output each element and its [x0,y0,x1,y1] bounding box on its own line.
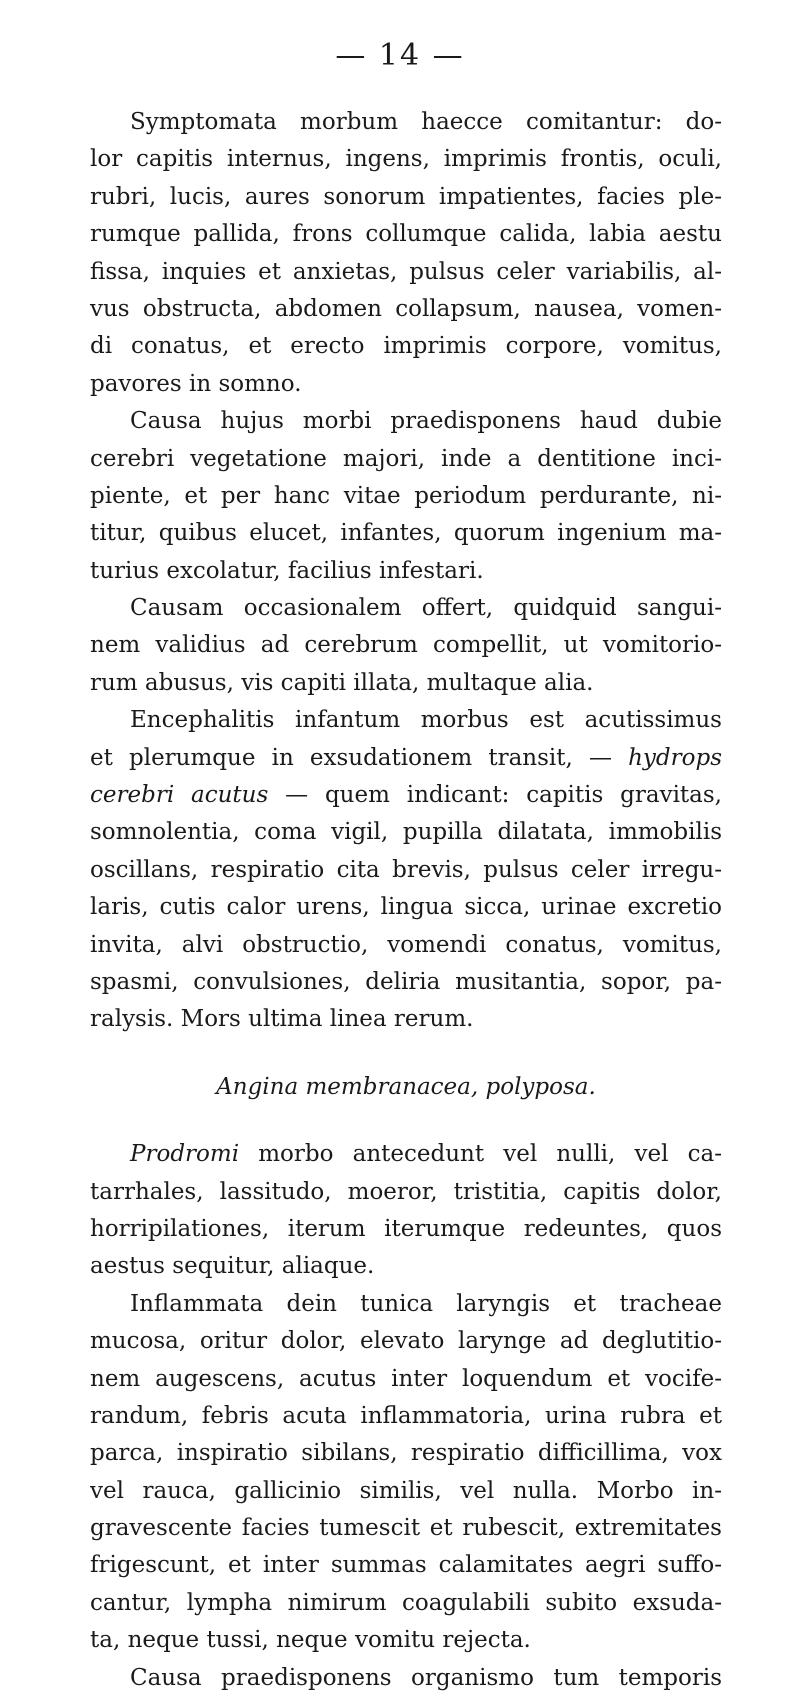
text-line: vel rauca, gallicinio similis, vel nulla. Morbo in- [90,1477,722,1504]
text-line: Inflammata dein tunica laryngis et tracheae [130,1290,722,1317]
body-text [90,104,722,1697]
text-line: rumque pallida, frons collumque calida, labia aestu [90,221,722,248]
text-line: cerebri vegetatione majori, inde a dentitione inci- [90,445,722,472]
text-line: cantur, lympha nimirum coagulabili subito exsuda- [90,1589,722,1616]
text-line: Symptomata morbum haecce comitantur: do- [130,109,722,135]
section-heading: Angina membranacea, polyposa. [216,1073,596,1100]
text-line: Causa hujus morbi praedisponens haud dubie [130,408,722,435]
text-line: rubri, lucis, aures sonorum impatientes, facies ple- [90,183,722,210]
text-line: tarrhales, lassitudo, moeror, tristitia, capitis dolor, [90,1178,722,1205]
text-line: piente, et per hanc vitae periodum perdurante, ni- [90,482,722,509]
text-line: Causa praedisponens organismo tum temporis [130,1664,722,1691]
text-line: oscillans, respiratio cita brevis, pulsus celer irregu- [90,856,722,883]
section-gap [90,1039,722,1069]
text-line: randum, febris acuta inflammatoria, urina rubra et [90,1402,722,1429]
text-line: ta, neque tussi, neque vomitu rejecta. [90,1627,531,1654]
text-line: pavores in somno. [90,370,302,397]
text-line: frigescunt, et inter summas calamitates aegri suffo- [90,1552,722,1579]
text-line: ralysis. Mors ultima linea rerum. [90,1006,474,1033]
text-line: vus obstructa, abdomen collapsum, nausea, vomen- [90,295,722,322]
text-line: cerebri acutus — quem indicant: capitis gravitas, [90,782,722,809]
text-line: spasmi, convulsiones, deliria musitantia, sopor, pa- [90,968,722,995]
text-line: somnolentia, coma vigil, pupilla dilatata, immobilis [90,819,722,846]
text-line: laris, cutis calor urens, lingua sicca, urinae excretio [90,894,722,921]
text-line: Encephalitis infantum morbus est acutissimus [130,707,722,734]
text-line: Prodromi morbo antecedunt vel nulli, vel ca- [130,1141,722,1168]
text-line: mucosa, oritur dolor, elevato larynge ad deglutitio- [90,1328,722,1355]
text-line: di conatus, et erecto imprimis corpore, vomitus, [90,333,722,360]
text-line: et plerumque in exsudationem transit, — hydrops [90,744,722,771]
text-line: horripilationes, iterum iterumque redeuntes, quos [90,1215,722,1242]
text-line: parca, inspiratio sibilans, respiratio difficillima, vox [90,1440,722,1467]
text-line: fissa, inquies et anxietas, pulsus celer variabilis, al- [90,258,722,285]
text-line: invita, alvi obstructio, vomendi conatus, vomitus, [90,931,722,958]
page-number: — 14 — [335,38,465,73]
text-line: gravescente facies tumescit et rubescit, extremitates [90,1515,722,1542]
text-line: lor capitis internus, ingens, imprimis frontis, oculi, [90,146,722,173]
text-line: aestus sequitur, aliaque. [90,1253,375,1280]
text-line: titur, quibus elucet, infantes, quorum ingenium ma- [90,520,722,547]
text-line: rum abusus, vis capiti illata, multaque alia. [90,669,594,696]
text-line: nem validius ad cerebrum compellit, ut vomitorio- [90,632,722,659]
section-gap [90,1106,722,1136]
text-line: Causam occasionalem offert, quidquid sangui- [130,595,722,622]
text-line: nem augescens, acutus inter loquendum et vocife- [90,1365,722,1392]
text-line: turius excolatur, facilius infestari. [90,557,484,584]
